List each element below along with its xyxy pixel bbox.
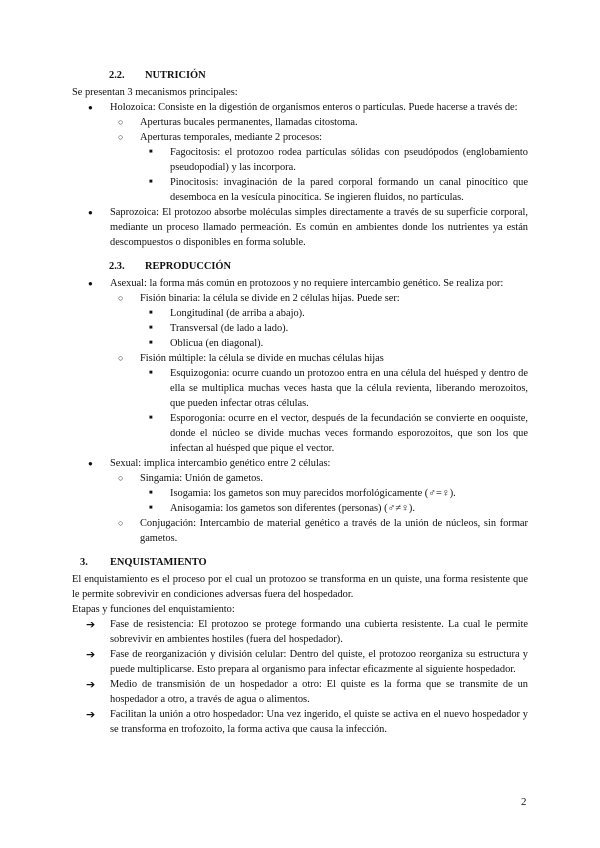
section-number: 3. xyxy=(80,557,88,568)
circle-bullet-icon: ○ xyxy=(118,353,124,363)
list-item-esquizogonia xyxy=(140,366,528,411)
list-item-text: Aperturas bucales permanentes, llamadas citostoma. xyxy=(140,117,358,128)
square-bullet-icon: ■ xyxy=(149,370,153,376)
circle-bullet-icon: ○ xyxy=(118,132,124,142)
section-title: ENQUISTAMIENTO xyxy=(110,557,207,568)
list-item-text: Fase de reorganización y división celular: Dentro del quiste, el protozoo reorganiza su estructura y puede multiplicarse. Esto prepara al organismo para infectar eficazmente al siguiente hospedador. xyxy=(110,649,528,675)
circle-bullet-icon: ○ xyxy=(118,473,124,483)
list-item-fagocitosis xyxy=(140,145,528,175)
circle-bullet-icon: ○ xyxy=(118,293,124,303)
singamia-types-list xyxy=(140,486,528,516)
list-item-text: Aperturas temporales, mediante 2 procesos: xyxy=(140,132,323,143)
list-item-union-hospedador xyxy=(72,707,528,737)
bullet-icon: ● xyxy=(88,279,93,288)
list-item xyxy=(140,321,528,336)
asexual-sublist xyxy=(110,291,528,456)
square-bullet-icon: ■ xyxy=(149,149,153,155)
list-item xyxy=(140,306,528,321)
encystment-stages-list xyxy=(72,617,528,737)
list-item-holozoica xyxy=(72,100,528,205)
circle-bullet-icon: ○ xyxy=(118,117,124,127)
list-item-fase-resistencia xyxy=(72,617,528,647)
list-item-text: Esporogonia: ocurre en el vector, después de la fecundación se convierte en ooquiste, donde el núcleo se divide muchas veces formando esporozoitos, que son los que infectan al huésped que pique el vector. xyxy=(170,413,528,454)
list-item-text: Conjugación: Intercambio de material genético a través de la unión de núcleos, sin formar gametos. xyxy=(140,518,528,544)
list-item-text: Fisión binaria: la célula se divide en 2 células hijas. Puede ser: xyxy=(140,293,400,304)
list-item-conjugacion xyxy=(110,516,528,546)
list-item-text: Oblicua (en diagonal). xyxy=(170,338,264,349)
list-item-text: Fase de resistencia: El protozoo se protege formando una cubierta resistente. La cual le permite sobrevivir en ambientes hostiles (fuera del hospedador). xyxy=(110,619,528,645)
list-item-text: Sexual: implica intercambio genético entre 2 células: xyxy=(110,458,331,469)
list-item xyxy=(110,115,528,130)
list-item-text: Fagocitosis: el protozoo rodea partículas sólidas con pseudópodos (englobamiento pseudopodial) y las incorpora. xyxy=(170,147,528,173)
section-title: REPRODUCCIÓN xyxy=(145,261,232,272)
circle-bullet-icon: ○ xyxy=(118,518,124,528)
arrow-right-icon: ➔ xyxy=(86,708,96,721)
list-item-text: Esquizogonia: ocurre cuando un protozoo entra en una célula del huésped y dentro de ella se multiplica muchas veces hasta que la célula revienta, liberando merozoitos, que pueden infectar otras células. xyxy=(170,368,528,409)
page-content xyxy=(72,68,528,737)
list-item-isogamia xyxy=(140,486,528,501)
bullet-icon: ● xyxy=(88,103,93,112)
square-bullet-icon: ■ xyxy=(149,325,153,331)
list-item-medio-transmision xyxy=(72,677,528,707)
section-heading-nutricion xyxy=(109,68,528,85)
list-item-pinocitosis xyxy=(140,175,528,205)
section-number: 2.2. xyxy=(109,70,125,81)
square-bullet-icon: ■ xyxy=(149,415,153,421)
arrow-right-icon: ➔ xyxy=(86,678,96,691)
list-item-text: Singamia: Unión de gametos. xyxy=(140,473,263,484)
square-bullet-icon: ■ xyxy=(149,340,153,346)
processes-sublist xyxy=(140,145,528,205)
square-bullet-icon: ■ xyxy=(149,490,153,496)
list-item-text: Asexual: la forma más común en protozoos y no requiere intercambio genético. Se realiza por: xyxy=(110,278,504,289)
list-item-text: Longitudinal (de arriba a abajo). xyxy=(170,308,305,319)
list-item-text: Facilitan la unión a otro hospedador: Una vez ingerido, el quiste se activa en el nuevo hospedador y se transforma en trofozoito, la forma activa que causa la infección. xyxy=(110,709,528,735)
list-item xyxy=(110,130,528,205)
encystment-stages-title: Etapas y funciones del enquistamiento: xyxy=(72,604,235,615)
arrow-right-icon: ➔ xyxy=(86,648,96,661)
list-item-text: Fisión múltiple: la célula se divide en muchas células hijas xyxy=(140,353,384,364)
holozoica-sublist xyxy=(110,115,528,205)
bullet-icon: ● xyxy=(88,459,93,468)
nutrition-list xyxy=(72,100,528,250)
list-item-anisogamia xyxy=(140,501,528,516)
nutrition-intro: Se presentan 3 mecanismos principales: xyxy=(72,87,238,98)
list-item-fision-multiple xyxy=(110,351,528,456)
list-item-esporogonia xyxy=(140,411,528,456)
list-item-text: Medio de transmisión de un hospedador a otro: El quiste es la forma que se transmite de un hospedador a otro, a través de agua o alimentos. xyxy=(110,679,528,705)
list-item-asexual xyxy=(72,276,528,456)
list-item-text: Isogamia: los gametos son muy parecidos morfológicamente (♂=♀). xyxy=(170,488,456,499)
list-item-text: Anisogamia: los gametos son diferentes (personas) (♂≠♀). xyxy=(170,503,415,514)
square-bullet-icon: ■ xyxy=(149,179,153,185)
square-bullet-icon: ■ xyxy=(149,310,153,316)
list-item-singamia xyxy=(110,471,528,516)
binaria-types-list xyxy=(140,306,528,351)
section-heading-enquistamiento xyxy=(80,555,528,572)
list-item-sexual xyxy=(72,456,528,546)
section-title: NUTRICIÓN xyxy=(145,70,206,81)
list-item-text: Pinocitosis: invaginación de la pared corporal formando un canal pinocítico que desemboca en la vesícula pinocítica. Se ingieren fluidos, no partículas. xyxy=(170,177,528,203)
list-item-text: Transversal (de lado a lado). xyxy=(170,323,289,334)
encystment-intro: El enquistamiento es el proceso por el cual un protozoo se transforma en un quiste, una forma resistente que le permite sobrevivir en condiciones adversas fuera del hospedador. xyxy=(72,574,528,600)
section-heading-reproduccion xyxy=(109,259,528,276)
list-item-fision-binaria xyxy=(110,291,528,351)
list-item xyxy=(140,336,528,351)
list-item-text: Holozoica: Consiste en la digestión de organismos enteros o partículas. Puede hacerse a través de: xyxy=(110,102,518,113)
reproduction-list xyxy=(72,276,528,546)
list-item-fase-reorganizacion xyxy=(72,647,528,677)
page-number: 2 xyxy=(521,796,527,808)
arrow-right-icon: ➔ xyxy=(86,618,96,631)
sexual-sublist xyxy=(110,471,528,546)
list-item-text: Saprozoica: El protozoo absorbe moléculas simples directamente a través de su superficie corporal, mediante un proceso llamado permeación. Es común en ambientes donde los nutrientes ya están descompuestos o disponibles en forma soluble. xyxy=(110,207,528,248)
bullet-icon: ● xyxy=(88,208,93,217)
section-number: 2.3. xyxy=(109,261,125,272)
multiple-types-list xyxy=(140,366,528,456)
square-bullet-icon: ■ xyxy=(149,505,153,511)
list-item-saprozoica xyxy=(72,205,528,250)
